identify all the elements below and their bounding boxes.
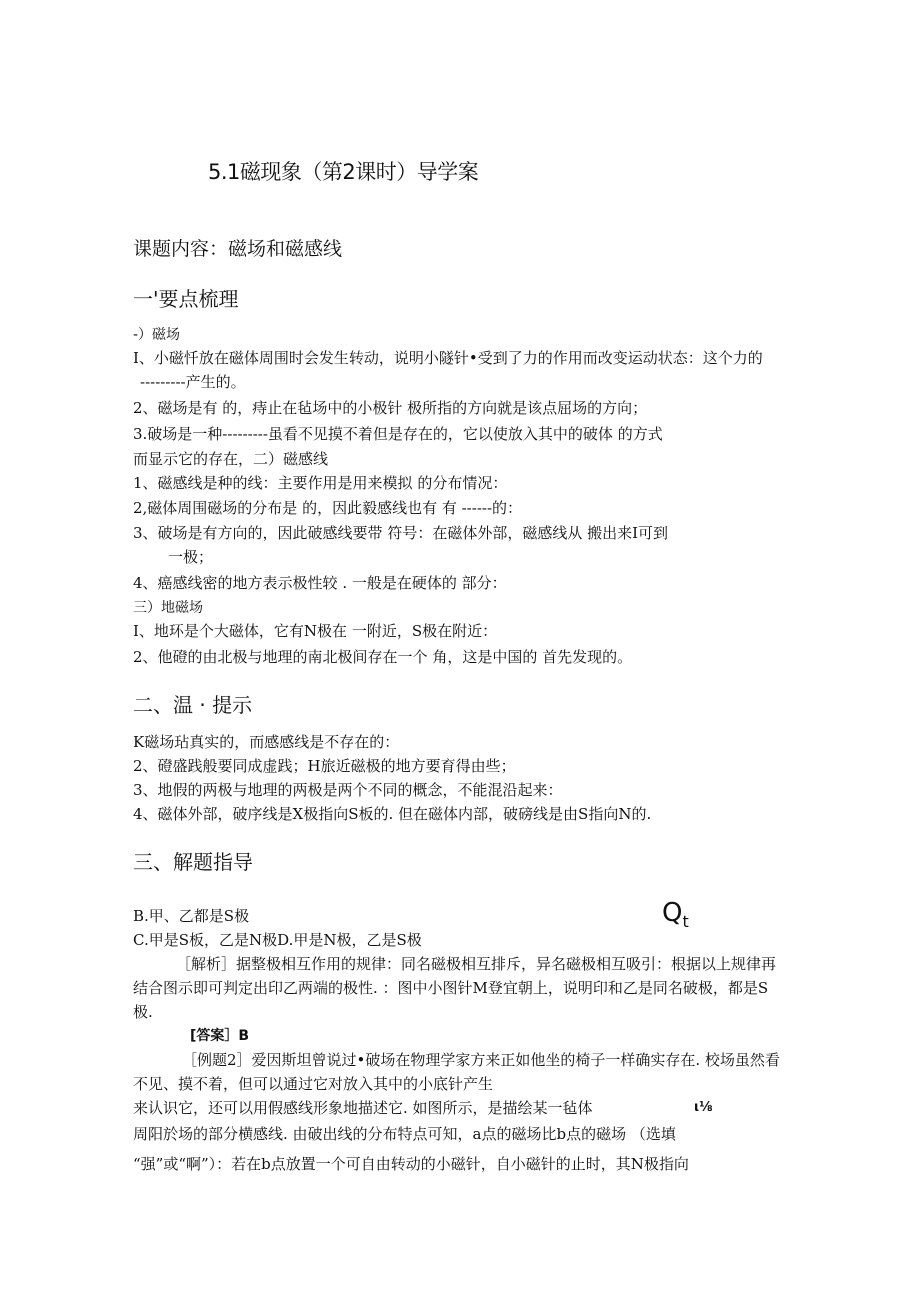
answer-label: [答案］B xyxy=(190,1028,250,1044)
example-line: “强”或“啊”）：若在b点放置一个可自由转动的小磁针，自小磁针的止时，其N极指向 xyxy=(133,1155,689,1173)
section-heading-guidance: 三、解题指导 xyxy=(133,850,253,874)
text-line: 2,磁体周围磁场的分布是 的，因此毅感线也有 有 ------的： xyxy=(133,499,523,517)
figure-label-main: Q xyxy=(662,898,683,928)
text-line: 3、地假的两极与地理的两极是两个不同的概念，不能混沿起来： xyxy=(133,781,563,799)
text-line: 一极； xyxy=(168,548,214,566)
figure-label-qt xyxy=(662,898,689,931)
text-line: K磁场玷真实的，而感感线是不存在的： xyxy=(133,733,400,751)
analysis-line: 极. xyxy=(133,1003,153,1021)
text-line: ---------产生的。 xyxy=(140,373,246,391)
text-line: I、小磁忏放在磁体周围时会发生转动，说明小隧针•受到了力的作用而改变运动状态：这个力的 xyxy=(133,349,763,367)
figure-label-sub: t xyxy=(682,912,689,932)
text-line: 3.破场是一种---------虽看不见摸不着但是存在的，它以使放入其中的破体 的方式 xyxy=(133,425,663,443)
topic-heading: 课题内容：磁场和磁感线 xyxy=(133,238,343,260)
text-line: 4、磁体外部，破序线是X极指向S板的. 但在磁体内部，破磅线是由S指向N的. xyxy=(133,805,652,823)
option-c-d: C.甲是S板，乙是N极D.甲是N极，乙是S极 xyxy=(133,931,422,949)
subsection-geomagnetic: 三）地磁场 xyxy=(133,600,203,616)
subsection-magnetic-field: -）磁场 xyxy=(133,327,181,343)
option-b: B.甲、乙都是S极 xyxy=(133,907,250,925)
figure-label-small: ι⅛ xyxy=(694,1100,713,1115)
text-line: 1、磁感线是种的线：主要作用是用来模拟 的分布情况： xyxy=(133,474,508,492)
text-line: 2、磁场是有 的，痔止在毡场中的小极针 极所指的方向就是该点屈场的方向； xyxy=(133,399,648,417)
text-line: 而显示它的存在，二）磁感线 xyxy=(133,450,329,468)
section-heading-tips: 二、温 · 提示 xyxy=(133,693,253,717)
analysis-line: 结合图示即可判定出印乙两端的极性. ：图中小图针M登宜朝上，说明印和乙是同名破极，都是S xyxy=(133,979,769,997)
text-line: 3、破场是有方向的，因此破感线要带 符号：在磁体外部，磁感线从 搬出来I可到 xyxy=(133,524,669,542)
text-line: I、地环是个大磁体，它有N极在 一附近，S极在附近： xyxy=(133,622,498,640)
page-title: 5.1磁现象（第2课时）导学案 xyxy=(208,160,479,184)
text-line: 4、癌感线密的地方表示极性较 . 一般是在硬体的 部分： xyxy=(133,574,507,592)
text-line: 2、磴盛践般要同成虚践；H旅近磁极的地方要育得由些； xyxy=(133,757,516,775)
example-line: ［例题2］爱因斯坦曾说过•破场在物理学家方来正如他坐的椅子一样确实存在. 校场虽然看 xyxy=(182,1051,780,1069)
section-heading-key-points: 一'要点梳理 xyxy=(133,287,239,311)
analysis-line: ［解析］据整极相互作用的规律：同名磁极相互排斥，异名磁极相互吸引：根据以上规律再 xyxy=(176,955,777,973)
text-line: 2、他磴的由北极与地理的南北极间存在一个 角，这是中国的 首先发现的。 xyxy=(133,648,633,666)
example-line: 周阳於场的部分横感线. 由破出线的分布特点可知，a点的磁场比b点的磁场 （选填 xyxy=(133,1125,676,1143)
example-line: 来认识它，还可以用假感线形象地描述它. 如图所示，是描绘某一毡体 xyxy=(133,1099,593,1117)
example-line: 不见、摸不着，但可以通过它对放入其中的小底针产生 xyxy=(133,1075,494,1093)
